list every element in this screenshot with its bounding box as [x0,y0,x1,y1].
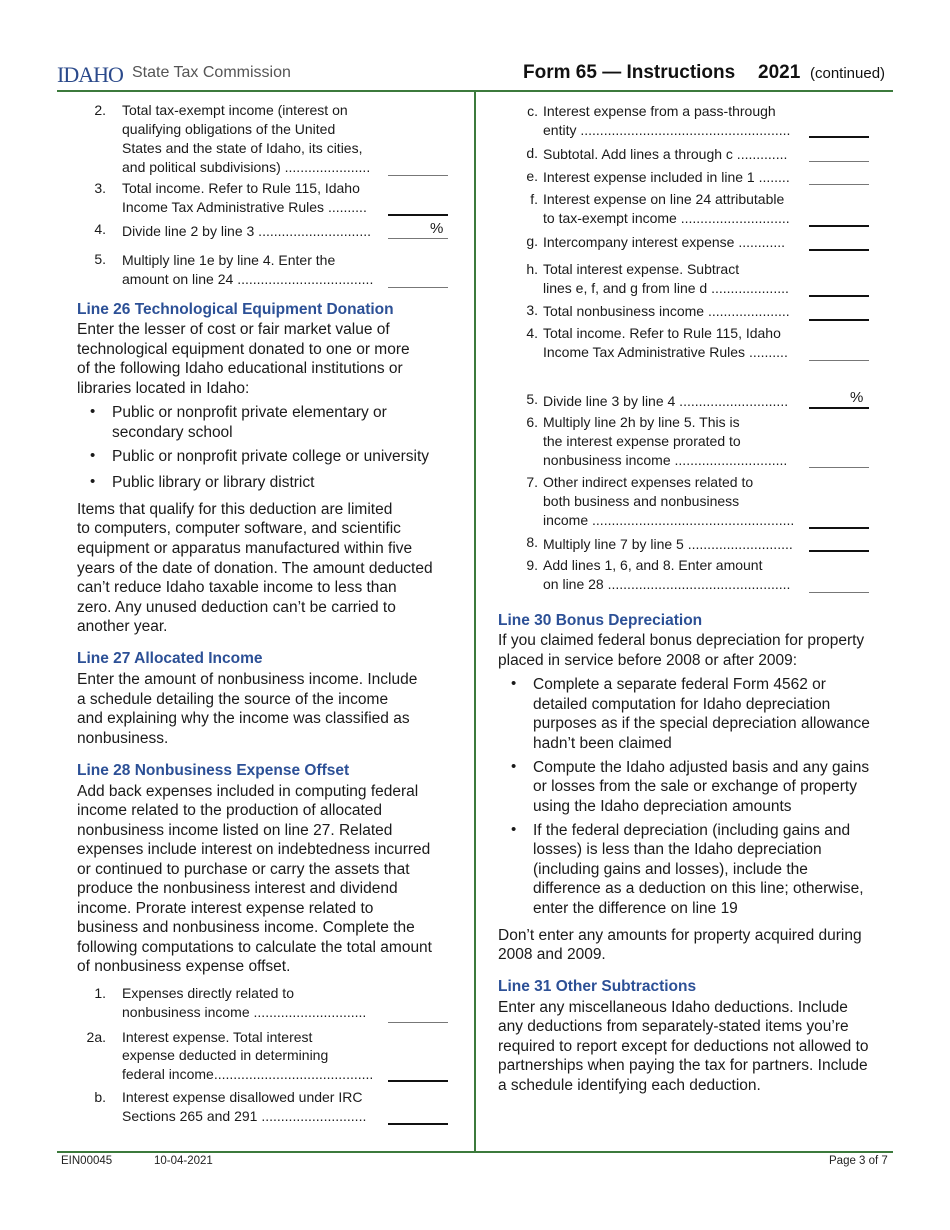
line-number: 1. [94,985,106,1001]
line-number: 2a. [86,1029,106,1045]
line-number: 5. [94,251,106,267]
line-text: Interest expense from a pass-through [543,103,776,119]
form-code: EIN00045 [61,1155,113,1167]
entry-line[interactable] [809,184,869,185]
line-text: Interest expense. Total interest [122,1029,313,1045]
bullet-icon: • [90,473,96,490]
entry-line[interactable] [809,136,869,138]
paragraph-line: 2008 and 2009. [498,946,606,963]
line-text: nonbusiness income ............................. [122,1004,367,1020]
line-text: nonbusiness income ............................. [543,452,788,468]
entry-line[interactable] [809,225,869,227]
paragraph-line: nonbusiness income listed on line 27. Related [77,822,393,839]
bullet-text: Compute the Idaho adjusted basis and any gains [533,759,870,776]
line-number: f. [530,191,538,207]
entry-line[interactable] [809,161,869,162]
line-text: expense deducted in determining [122,1047,329,1063]
bullet-icon: • [90,403,96,420]
line-text: Total tax-exempt income (interest on [122,102,348,118]
paragraph-line: libraries located in Idaho: [77,380,250,397]
paragraph-line: of the following Idaho educational institutions or [77,360,403,377]
bullet-text: purposes as if the special depreciation allowance [533,715,870,732]
percent-sign: % [850,389,864,406]
entry-line[interactable] [809,407,869,409]
revision-date: 10-04-2021 [154,1155,213,1167]
line-number: 3. [526,302,538,318]
paragraph-line: partnerships when paying the tax for partners. Include [498,1057,868,1074]
paragraph-line: Enter the amount of nonbusiness income. Include [77,671,418,688]
line-text: amount on line 24 ................................... [122,271,374,287]
paragraph-line: Items that qualify for this deduction are limited [77,501,393,518]
logo-mark: IDAHO [57,62,123,87]
paragraph-line: If you claimed federal bonus depreciation for property [498,632,865,649]
line-text: Interest expense disallowed under IRC [122,1089,363,1105]
bullet-text: If the federal depreciation (including gains and [533,822,851,839]
paragraph-line: placed in service before 2008 or after 2009: [498,652,797,669]
line-text: Expenses directly related to [122,985,294,1001]
line-text: Income Tax Administrative Rules .......... [122,199,367,215]
paragraph-line: expenses include interest on indebtedness incurred [77,841,431,858]
bullet-icon: • [90,447,96,464]
bullet-text: Complete a separate federal Form 4562 or [533,676,826,693]
paragraph-line: zero. Any unused deduction can’t be carried to [77,599,396,616]
paragraph-line: produce the nonbusiness interest and dividend [77,880,398,897]
paragraph-line: income related to the production of allocated [77,802,383,819]
paragraph-line: or continued to purchase or carry the assets that [77,861,410,878]
line-text: Sections 265 and 291 ........................... [122,1108,367,1124]
line-text: qualifying obligations of the United [122,121,336,137]
bullet-text: using the Idaho depreciation amounts [533,798,792,815]
line-text: Add lines 1, 6, and 8. Enter amount [543,557,763,573]
form-title: Form 65 — Instructions [523,62,736,83]
bullet-text: or losses from the sale or exchange of property [533,778,857,795]
line-text: Total nonbusiness income ..................... [543,303,790,319]
bullet-text: hadn’t been claimed [533,735,672,752]
line-text: on line 28 ............................................... [543,576,791,592]
paragraph-line: a schedule detailing the source of the income [77,691,389,708]
bullet-text: enter the difference on line 19 [533,900,738,917]
section-heading: Line 26 Technological Equipment Donation [77,301,394,318]
line-number: 2. [94,102,106,118]
line-text: Multiply line 2h by line 5. This is [543,414,740,430]
paragraph-line: nonbusiness. [77,730,169,747]
paragraph-line: of nonbusiness expense offset. [77,958,291,975]
bullet-text: Public or nonprofit private elementary or [112,404,387,421]
bullet-icon: • [511,675,517,692]
line-text: Total interest expense. Subtract [543,261,740,277]
paragraph-line: income. Prorate interest expense related to [77,900,374,917]
entry-line[interactable] [809,467,869,468]
entry-line[interactable] [388,214,448,216]
entry-line[interactable] [809,295,869,297]
column-divider [474,92,476,1152]
paragraph-line: Don’t enter any amounts for property acquired during [498,927,862,944]
line-number: b. [94,1089,106,1105]
bullet-text: Public library or library district [112,474,315,491]
paragraph-line: Add back expenses included in computing federal [77,783,419,800]
line-number: c. [527,103,538,119]
line-text: Subtotal. Add lines a through c ............. [543,146,788,162]
bullet-text: losses) is less than the Idaho depreciation [533,841,822,858]
footer-rule [57,1151,893,1153]
entry-line[interactable] [809,592,869,593]
line-text: Multiply line 7 by line 5 ........................... [543,536,793,552]
line-number: e. [526,168,538,184]
entry-line[interactable] [809,527,869,529]
paragraph-line: another year. [77,618,168,635]
line-text: Interest expense included in line 1 ........ [543,169,790,185]
line-number: g. [526,233,538,249]
line-text: States and the state of Idaho, its cities, [122,140,363,156]
paragraph-line: required to report except for deductions not allowed to [498,1038,869,1055]
line-text: to tax-exempt income ............................ [543,210,790,226]
page-number: Page 3 of 7 [829,1155,888,1167]
paragraph-line: a schedule identifying each deduction. [498,1077,761,1094]
paragraph-line: following computations to calculate the total amount [77,939,432,956]
line-number: 6. [526,414,538,430]
line-number: d. [526,145,538,161]
paragraph-line: can’t reduce Idaho taxable income to less than [77,579,397,596]
bullet-text: (including gains and losses), include the [533,861,808,878]
line-number: 7. [526,474,538,490]
bullet-icon: • [511,758,517,775]
line-number: 3. [94,180,106,196]
bullet-text: detailed computation for Idaho depreciation [533,696,831,713]
line-text: the interest expense prorated to [543,433,741,449]
line-text: entity ...................................................... [543,122,791,138]
paragraph-line: Enter any miscellaneous Idaho deductions. Include [498,999,848,1016]
line-number: h. [526,261,538,277]
continued-label: (continued) [810,65,886,82]
entry-line[interactable] [809,319,869,321]
form-year: 2021 [758,62,801,83]
paragraph-line: equipment or apparatus manufactured within five [77,540,413,557]
bullet-text: Public or nonprofit private college or university [112,448,430,465]
entry-line[interactable] [388,1080,448,1082]
section-heading: Line 27 Allocated Income [77,650,263,667]
line-text: income .................................................... [543,512,795,528]
line-text: Divide line 2 by line 3 ............................. [122,223,371,239]
paragraph-line: years of the date of donation. The amount deducted [77,560,433,577]
paragraph-line: any deductions from separately-stated items you’re [498,1018,849,1035]
line-number: 9. [526,557,538,573]
entry-line[interactable] [809,249,869,251]
section-heading: Line 28 Nonbusiness Expense Offset [77,762,350,779]
line-text: Income Tax Administrative Rules .......... [543,344,788,360]
entry-line[interactable] [388,175,448,176]
bullet-text: difference as a deduction on this line; otherwise, [533,880,864,897]
paragraph-line: technological equipment donated to one or more [77,341,410,358]
line-text: Total income. Refer to Rule 115, Idaho [543,325,781,341]
line-number: 4. [526,325,538,341]
line-number: 5. [526,391,538,407]
entry-line[interactable] [388,1123,448,1125]
paragraph-line: to computers, computer software, and scientific [77,520,401,537]
line-text: Total income. Refer to Rule 115, Idaho [122,180,360,196]
entry-line[interactable] [388,1022,448,1023]
agency-name: State Tax Commission [132,64,291,81]
line-text: Other indirect expenses related to [543,474,754,490]
line-text: Intercompany interest expense ............ [543,234,786,250]
line-text: Divide line 3 by line 4 ............................ [543,393,789,409]
paragraph-line: business and nonbusiness income. Complete the [77,919,415,936]
paragraph-line: and explaining why the income was classified as [77,710,410,727]
entry-line[interactable] [809,360,869,361]
section-heading: Line 31 Other Subtractions [498,978,697,995]
line-number: 4. [94,221,106,237]
line-number: 8. [526,534,538,550]
line-text: both business and nonbusiness [543,493,740,509]
line-text: Multiply line 1e by line 4. Enter the [122,252,336,268]
line-text: federal income......................................... [122,1066,374,1082]
line-text: lines e, f, and g from line d .................... [543,280,789,296]
line-text: and political subdivisions) ...................... [122,159,371,175]
section-heading: Line 30 Bonus Depreciation [498,612,703,629]
paragraph-line: Enter the lesser of cost or fair market value of [77,321,390,338]
bullet-icon: • [511,821,517,838]
entry-line[interactable] [388,238,448,239]
line-text: Interest expense on line 24 attributable [543,191,785,207]
percent-sign: % [430,220,444,237]
entry-line[interactable] [388,287,448,288]
entry-line[interactable] [809,550,869,552]
bullet-text: secondary school [112,424,233,441]
